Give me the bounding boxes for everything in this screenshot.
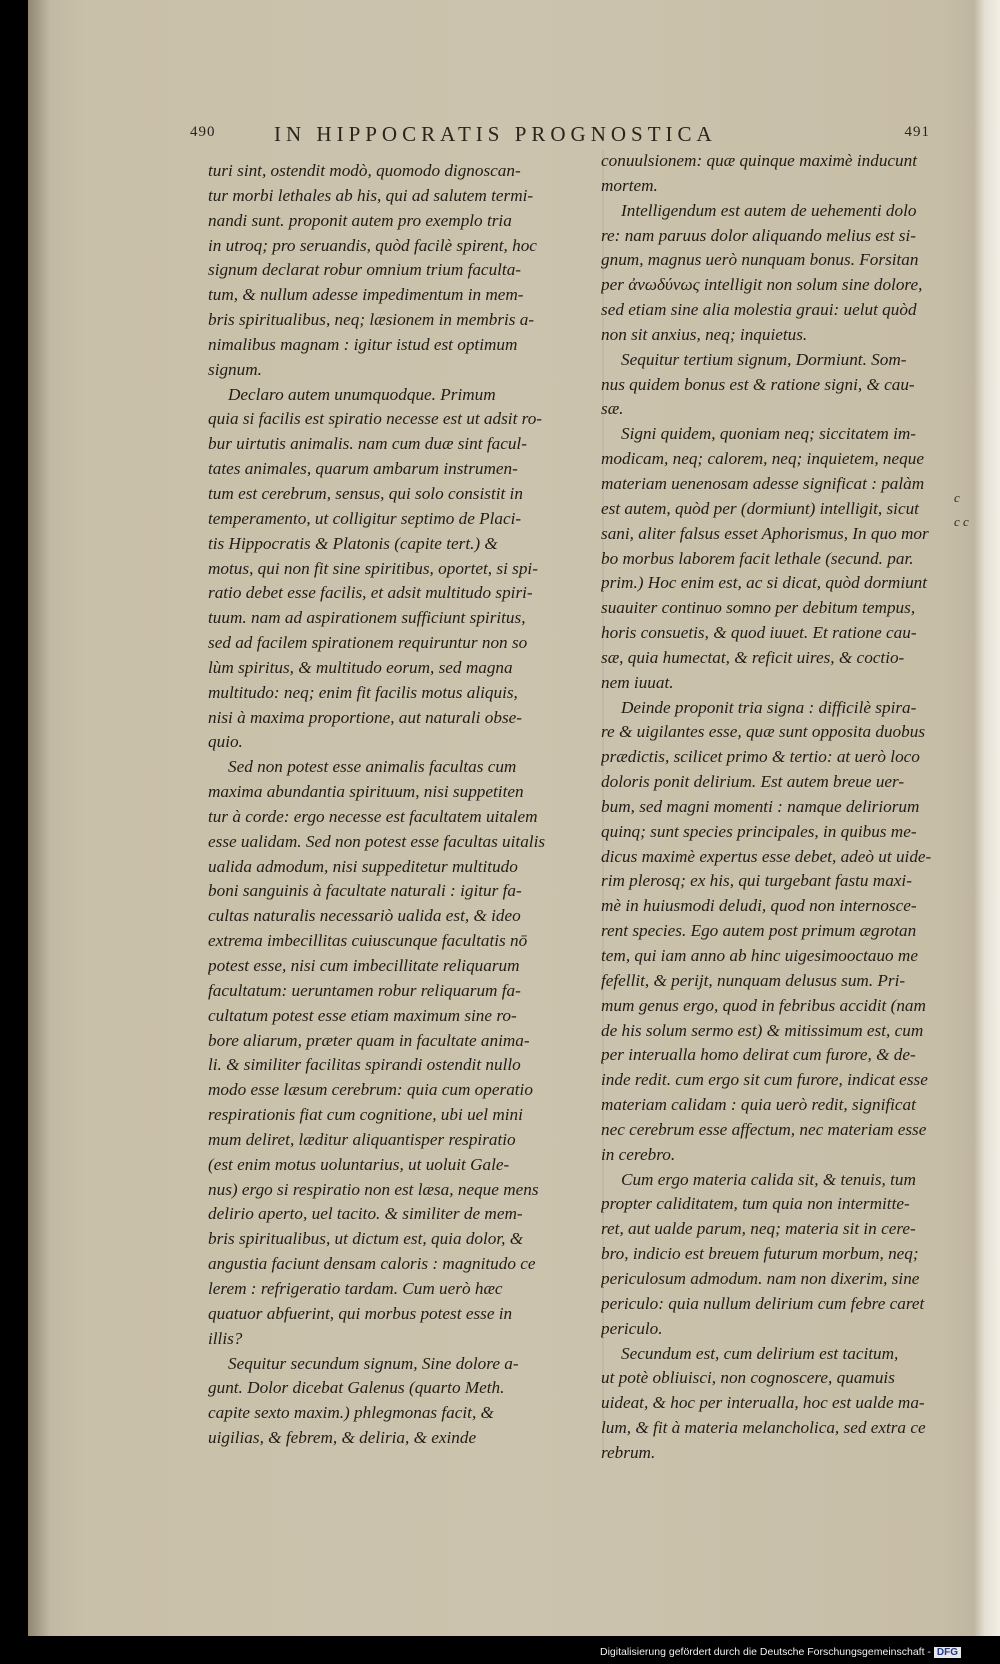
text-line: inde redit. cum ergo sit cum furore, indicat esse — [601, 1070, 928, 1090]
gutter-shadow — [28, 0, 50, 1636]
text-line: fefellit, & perijt, nunquam delusus sum. Pri- — [601, 970, 906, 990]
text-line: propter caliditatem, tum quia non intermitte- — [601, 1194, 910, 1214]
text-line: conuulsionem: quæ quinque maximè inducunt — [601, 151, 918, 170]
text-line: bum, sed magni momenti : namque deliriorum — [601, 796, 920, 816]
text-line: Deinde proponit tria signa : difficilè spira- — [621, 697, 917, 717]
text-line: modicam, neq; calorem, neq; inquietem, neque — [601, 449, 924, 469]
text-line: quio. — [208, 732, 243, 752]
text-line: potest esse, nisi cum imbecillitate reliquarum — [208, 956, 520, 975]
text-line: horis consuetis, & quod iuuet. Et ratione cau- — [601, 623, 917, 643]
text-line: tuum. nam ad aspirationem sufficiunt spiritus, — [208, 608, 526, 628]
text-line: bore aliarum, præter quam in facultate anima- — [208, 1030, 530, 1050]
left-text-column — [208, 159, 578, 1451]
text-line: nem iuuat. — [601, 672, 674, 692]
text-line: rent species. Ego autem post primum ægrotan — [601, 921, 917, 941]
text-line: nus) ergo si respiratio non est læsa, neque mens — [208, 1179, 539, 1199]
text-line: uigilias, & febrem, & deliria, & exinde — [208, 1428, 477, 1448]
page-number-right: 491 — [904, 124, 930, 140]
text-line: suauiter continuo somno per debitum tempus, — [601, 598, 916, 618]
text-line: periculosum admodum. nam non dixerim, sine — [601, 1268, 920, 1288]
text-line: bo morbus laborem facit lethale (secund. par. — [601, 548, 914, 568]
text-line: mè in huiusmodi deludi, quod non internosce- — [601, 896, 917, 916]
text-line: rebrum. — [601, 1442, 656, 1462]
text-line: capite sexto maxim.) phlegmonas facit, & — [208, 1403, 494, 1423]
text-line: Declaro autem unumquodque. Primum — [228, 384, 496, 404]
text-line: Cum ergo materia calida sit, & tenuis, tum — [621, 1169, 916, 1189]
text-line: cultatum potest esse etiam maximum sine ro- — [208, 1005, 517, 1025]
page-number-left: 490 — [190, 124, 216, 140]
text-line: nec cerebrum esse affectum, nec materiam esse — [601, 1119, 927, 1139]
text-line: materiam calidam : quia uerò redit, significat — [601, 1095, 916, 1115]
text-line: tur morbi lethales ab his, qui ad salutem termi- — [208, 185, 534, 205]
text-line: tum est cerebrum, sensus, qui solo consistit in — [208, 483, 523, 503]
text-line: Signi quidem, quoniam neq; siccitatem im- — [621, 424, 916, 444]
text-line: signum declarat robur omnium trium faculta- — [208, 260, 522, 280]
text-line: mortem. — [601, 175, 658, 195]
text-line: per ἀνωδύνως intelligit non solum sine dolore, — [601, 275, 923, 295]
text-line: prim.) Hoc enim est, ac si dicat, quòd dormiunt — [601, 573, 928, 593]
text-line: tem, qui iam anno ab hinc uigesimooctauo me — [601, 946, 918, 965]
text-line: uideat, & hoc per interualla, hoc est ualde ma- — [601, 1393, 925, 1413]
text-line: (est enim motus uoluntarius, ut uoluit Gale- — [208, 1154, 510, 1174]
text-line: turi sint, ostendit modò, quomodo dignoscan- — [208, 161, 521, 180]
text-line: dicus maximè expertus esse debet, adeò ut uide- — [601, 846, 932, 866]
text-line: nandi sunt. proponit autem pro exemplo tria — [208, 210, 512, 230]
text-line: lùm spiritus, & multitudo eorum, sed magna — [208, 657, 513, 677]
text-line: esse ualidam. Sed non potest esse facultas uitalis — [208, 831, 546, 851]
text-line: cultas naturalis necessariò ualida est, & ideo — [208, 906, 521, 926]
text-line: signum. — [208, 359, 262, 379]
text-line: extrema imbecillitas cuiuscunque facultatis nō — [208, 931, 528, 951]
text-line: tates animales, quarum ambarum instrumen- — [208, 459, 518, 479]
running-header — [190, 122, 930, 152]
text-line: bro, indicio est breuem futurum morbum, neq; — [601, 1244, 919, 1264]
text-line: li. & similiter facilitas spirandi ostendit nullo — [208, 1055, 521, 1075]
text-line: periculo. — [601, 1318, 663, 1338]
text-line: bris spiritualibus, ut dictum est, quia dolor, & — [208, 1229, 524, 1249]
text-line: quia si facilis est spiratio necesse est ut adsit ro- — [208, 409, 543, 429]
text-line: lerem : refrigeratio tardam. Cum uerò hæc — [208, 1278, 503, 1298]
running-title: IN HIPPOCRATIS PROGNOSTICA — [274, 122, 717, 146]
text-line: sani, aliter falsus esset Aphorismus, In quo mor — [601, 523, 929, 543]
text-line: est autem, quòd per (dormiunt) intelligit, sicut — [601, 498, 919, 518]
text-line: ret, aut ualde parum, neq; materia sit in cere- — [601, 1219, 916, 1239]
text-line: Sequitur secundum signum, Sine dolore a- — [228, 1353, 519, 1373]
text-line: tur à corde: ergo necesse est facultatem uitalem — [208, 806, 538, 826]
text-line: lum, & fit à materia melancholica, sed extra ce — [601, 1418, 926, 1438]
text-line: Sed non potest esse animalis facultas cum — [228, 757, 517, 777]
text-line: quatuor abfuerint, qui morbus potest esse in — [208, 1303, 513, 1323]
text-line: bris spiritualibus, neq; læsionem in membris a- — [208, 310, 535, 330]
margin-note: c — [954, 490, 960, 505]
text-line: angustia faciunt densam caloris : magnitudo ce — [208, 1254, 536, 1274]
text-line: Secundum est, cum delirium est tacitum, — [621, 1343, 899, 1363]
text-line: maxima abundantia spirituum, nisi suppetiten — [208, 782, 524, 802]
text-line: non sit anxius, neq; inquietus. — [601, 324, 808, 344]
text-line: rim plerosq; ex his, qui turgebant fastu maxi- — [601, 871, 912, 891]
text-line: boni sanguinis à facultate naturali : igitur fa- — [208, 881, 522, 901]
text-line: respirationis fiat cum cognitione, ubi uel mini — [208, 1105, 523, 1125]
right-text-column — [601, 149, 956, 1466]
text-line: sed etiam sine alia molestia graui: uelut quòd — [601, 300, 917, 320]
text-line: nus quidem bonus est & ratione signi, & cau- — [601, 374, 915, 394]
text-line: delirio aperto, uel tacito. & similiter de mem- — [208, 1204, 523, 1224]
text-line: ualida admodum, nisi suppeditetur multitudo — [208, 856, 518, 876]
text-line: in cerebro. — [601, 1144, 676, 1164]
margin-note: c c — [954, 514, 969, 529]
text-line: prædictis, scilicet primo & tertio: at uerò loco — [601, 747, 920, 767]
text-line: mum genus ergo, quod in febribus accidit (nam — [601, 995, 926, 1015]
text-line: Sequitur tertium signum, Dormiunt. Som- — [621, 349, 907, 369]
text-line: mum deliret, læditur aliquantisper respiratio — [208, 1129, 516, 1149]
text-line: illis? — [208, 1328, 243, 1348]
text-line: modo esse læsum cerebrum: quia cum operatio — [208, 1080, 533, 1100]
text-line: per interualla homo delirat cum furore, & de- — [601, 1045, 916, 1065]
text-line: facultatum: ueruntamen robur reliquarum fa- — [208, 980, 521, 1000]
text-line: nisi à maxima proportione, aut naturali obse- — [208, 707, 522, 727]
text-line: gunt. Dolor dicebat Galenus (quarto Meth. — [208, 1378, 505, 1398]
text-line: ut potè obliuisci, non cognoscere, quamuis — [601, 1368, 895, 1388]
text-line: re: nam paruus dolor aliquando melius est si- — [601, 225, 916, 245]
text-line: sæ. — [601, 399, 624, 419]
text-line: motus, qui non fit sine spiritibus, oportet, si spi- — [208, 558, 538, 578]
dfg-logo: DFG — [934, 1647, 961, 1658]
text-line: sæ, quia humectat, & reficit uires, & coctio- — [601, 647, 905, 667]
text-line: tum, & nullum adesse impedimentum in mem- — [208, 285, 524, 305]
text-line: gnum, magnus uerò nunquam bonus. Forsitan — [601, 250, 919, 270]
text-line: materiam uenenosam adesse significat : palàm — [601, 473, 925, 493]
text-line: bur uirtutis animalis. nam cum duæ sint facul- — [208, 434, 527, 454]
text-line: nimalibus magnam : igitur istud est optimum — [208, 334, 518, 354]
text-line: periculo: quia nullum delirium cum febre caret — [601, 1293, 925, 1313]
text-line: multitudo: neq; enim fit facilis motus aliquis, — [208, 682, 518, 702]
text-line: re & uigilantes esse, quæ sunt opposita duobus — [601, 722, 926, 742]
text-line: Intelligendum est autem de uehementi dolo — [621, 200, 917, 220]
text-line: tis Hippocratis & Platonis (capite tert.) & — [208, 533, 498, 553]
text-line: ratio debet esse facilis, et adsit multitudo spiri- — [208, 583, 533, 603]
footer-text: Digitalisierung gefördert durch die Deutsche Forschungsgemeinschaft - — [600, 1646, 931, 1658]
text-line: doloris ponit delirium. Est autem breue uer- — [601, 772, 905, 792]
text-line: quinq; sunt species principales, in quibus me- — [601, 821, 917, 841]
text-line: in utroq; pro seruandis, quòd facilè spirent, hoc — [208, 235, 537, 255]
page-edge — [974, 0, 1000, 1636]
digitization-footer — [600, 1646, 961, 1658]
text-line: de his solum sermo est) & mitissimum est, cum — [601, 1020, 924, 1040]
text-line: temperamento, ut colligitur septimo de Placi- — [208, 508, 522, 528]
text-line: sed ad facilem spirationem requiruntur non so — [208, 633, 528, 653]
